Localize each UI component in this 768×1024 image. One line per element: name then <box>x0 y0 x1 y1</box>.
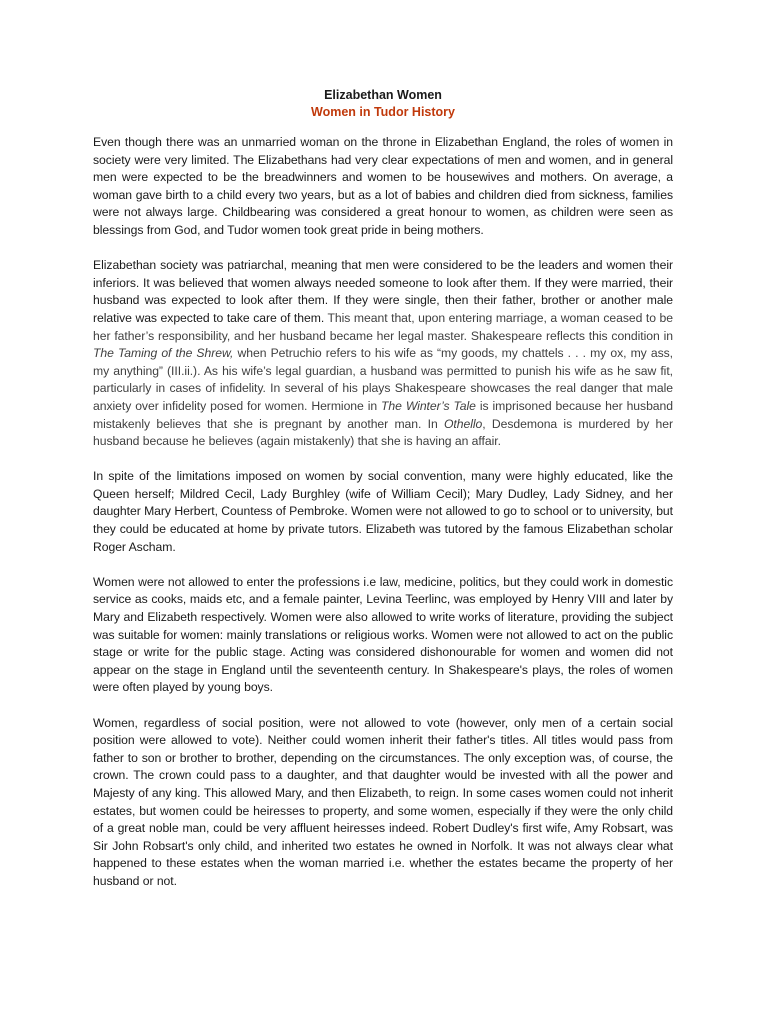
paragraph-patriarchy <box>93 257 673 451</box>
paragraph-roles: Even though there was an unmarried woman on the throne in Elizabethan England, the roles of women in society were very limited. The Elizabethans had very clear expectations of men and women, and in general men were expected to be the breadwinners and women to be housewives and mothers. On average, a woman gave birth to a child every two years, but as a lot of babies and children died from sickness, families were not always large. Childbearing was considered a great honour to women, as children were seen as blessings from God, and Tudor women took great pride in being mothers. <box>93 135 673 237</box>
paragraph-professions: Women were not allowed to enter the professions i.e law, medicine, politics, but they could work in domestic service as cooks, maids etc, and a female painter, Levina Teerlinc, was employed by Henry VIII and later by Mary and Elizabeth respectively. Women were also allowed to write works of literature, providing the subject was suitable for women: mainly translations or religious works. Women were not allowed to act on the public stage or write for the public stage. Acting was considered dishonourable for women and women did not appear on the stage in England until the seventeenth century. In Shakespeare's plays, the roles of women were often played by young boys. <box>93 574 673 695</box>
patriarchy-text-a: Elizabethan society was patriarchal, meaning that men were considered to be the leaders and women their inferiors. It was believed that women always needed someone to look after them. If they were married, their husband was expected to look after them. If they were single, then their father, brother or another male relative was expected to take care of them. <box>93 258 673 325</box>
patriarchy-text-c: when Petruchio refers to his wife as “my goods, my chattels . . . my ox, my ass, my anything” (III.ii.). As his wife’s legal guardian, a husband was permitted to punish his wife as he saw fit, particularly in cases of infidelity. In several of his plays Shakespeare showcases the real danger that male anxiety over infidelity posed for women. Hermione in <box>93 346 674 413</box>
play-title-othello: Othello <box>443 416 483 431</box>
paragraph-education: In spite of the limitations imposed on women by social convention, many were highly educated, like the Queen herself; Mildred Cecil, Lady Burghley (wife of William Cecil); Mary Dudley, Lady Sidney, and her daughter Mary Herbert, Countess of Pembroke. Women were not allowed to go to school or to university, but they could be educated at home by private tutors. Elizabeth was tutored by the famous Elizabethan scholar Roger Ascham. <box>93 469 673 554</box>
play-title-taming: The Taming of the Shrew, <box>93 346 234 361</box>
patriarchy-text-e: , Desdemona is murdered by her husband because he believes (again mistakenly) that she is having an affair. <box>93 416 673 449</box>
document-title: Elizabethan Women <box>324 88 442 102</box>
document-subtitle: Women in Tudor History <box>311 105 455 119</box>
patriarchy-text-b: This meant that, upon entering marriage, a woman ceased to be her father’s responsibility, and her husband became her legal master. Shakespeare reflects this condition in <box>93 310 673 343</box>
patriarchy-text-d: is imprisoned because her husband mistakenly believes that she is pregnant by another man. In <box>93 398 673 431</box>
document-page <box>93 87 673 908</box>
paragraph-inheritance: Women, regardless of social position, were not allowed to vote (however, only men of a certain social position were allowed to vote). Neither could women inherit their father's titles. All titles would pass from father to son or brother to brother, depending on the circumstances. The only exception was, of course, the crown. The crown could pass to a daughter, and that daughter would be invested with all the power and Majesty of any king. This allowed Mary, and then Elizabeth, to reign. In some cases women could not inherit estates, but women could be heiresses to property, and some women, especially if they were the only child of a great noble man, could be very affluent heiresses indeed. Robert Dudley's first wife, Amy Robsart, was Sir John Robsart's only child, and inherited two estates he owned in Norfolk. It was not always clear what happened to these estates when the woman married i.e. whether the estates became the property of her husband or not. <box>93 715 673 888</box>
play-title-winters-tale: The Winter’s Tale <box>381 398 476 413</box>
